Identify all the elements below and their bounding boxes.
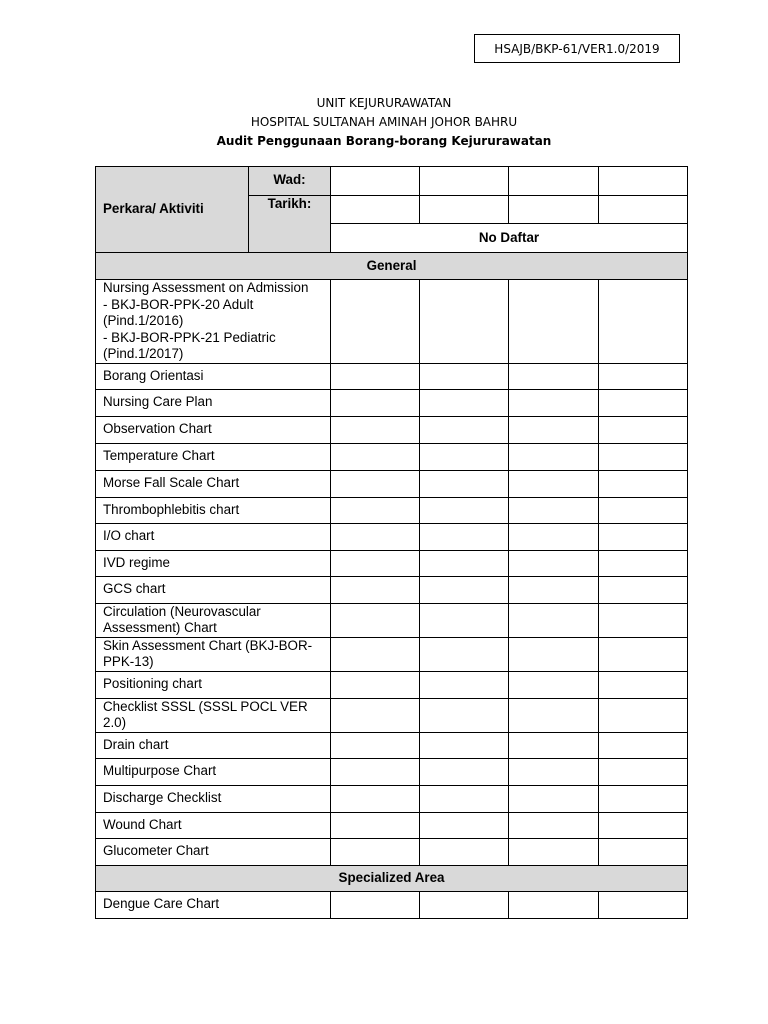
item-label	[96, 280, 331, 364]
audit-entry-cell[interactable]	[599, 812, 688, 838]
no-daftar-header: No Daftar	[331, 224, 688, 253]
table-row	[96, 698, 688, 732]
audit-entry-cell[interactable]	[420, 443, 509, 470]
item-label-line: Observation Chart	[103, 421, 212, 437]
audit-entry-cell[interactable]	[420, 389, 509, 416]
audit-entry-cell[interactable]	[509, 698, 599, 732]
audit-entry-cell[interactable]	[420, 698, 509, 732]
item-label	[96, 812, 331, 838]
audit-entry-cell[interactable]	[599, 838, 688, 865]
audit-entry-cell[interactable]	[599, 363, 688, 389]
item-label-line: Checklist SSSL (SSSL POCL VER	[103, 698, 308, 714]
audit-entry-cell[interactable]	[599, 416, 688, 443]
item-label-line: Multipurpose Chart	[103, 763, 217, 779]
hospital-name: HOSPITAL SULTANAH AMINAH JOHOR BAHRU	[250, 115, 518, 129]
audit-entry-cell[interactable]	[509, 785, 599, 812]
wad-input-cell[interactable]	[599, 167, 688, 196]
wad-label: Wad:	[249, 167, 331, 196]
audit-entry-cell[interactable]	[599, 603, 688, 637]
audit-entry-cell[interactable]	[599, 470, 688, 497]
table-row	[96, 838, 688, 865]
tarikh-label: Tarikh:	[249, 196, 331, 253]
item-label	[96, 470, 331, 497]
item-label-line: - BKJ-BOR-PPK-21 Pediatric	[103, 329, 276, 345]
item-label-line: Skin Assessment Chart (BKJ-BOR-	[103, 637, 313, 653]
item-label	[96, 497, 331, 523]
audit-entry-cell[interactable]	[599, 550, 688, 576]
table-row	[96, 732, 688, 758]
audit-entry-cell[interactable]	[420, 637, 509, 671]
audit-entry-cell[interactable]	[599, 891, 688, 918]
section-specialized-area: Specialized Area	[96, 865, 688, 891]
wad-input-cell[interactable]	[420, 167, 509, 196]
audit-entry-cell[interactable]	[331, 389, 420, 416]
audit-table	[95, 166, 688, 919]
item-label	[96, 523, 331, 550]
audit-entry-cell[interactable]	[331, 416, 420, 443]
audit-entry-cell[interactable]	[331, 470, 420, 497]
audit-entry-cell[interactable]	[599, 389, 688, 416]
item-label-line: 2.0)	[103, 715, 127, 730]
audit-entry-cell[interactable]	[509, 671, 599, 698]
audit-entry-cell[interactable]	[420, 363, 509, 389]
audit-entry-cell[interactable]	[331, 443, 420, 470]
audit-entry-cell[interactable]	[331, 812, 420, 838]
audit-entry-cell[interactable]	[509, 550, 599, 576]
audit-entry-cell[interactable]	[420, 550, 509, 576]
audit-entry-cell[interactable]	[331, 550, 420, 576]
audit-entry-cell[interactable]	[509, 891, 599, 918]
item-label-line: Borang Orientasi	[103, 367, 204, 383]
item-label-line: Nursing Care Plan	[103, 394, 213, 410]
audit-entry-cell[interactable]	[331, 497, 420, 523]
tarikh-input-cell[interactable]	[599, 196, 688, 224]
table-row	[96, 891, 688, 918]
item-label-line: Positioning chart	[103, 676, 202, 692]
audit-entry-cell[interactable]	[599, 497, 688, 523]
tarikh-input-cell[interactable]	[509, 196, 599, 224]
table-row	[96, 637, 688, 671]
item-label	[96, 550, 331, 576]
wad-input-cell[interactable]	[331, 167, 420, 196]
item-label-line: Discharge Checklist	[103, 790, 222, 806]
audit-entry-cell[interactable]	[509, 416, 599, 443]
audit-entry-cell[interactable]	[509, 812, 599, 838]
audit-entry-cell[interactable]	[420, 838, 509, 865]
item-label	[96, 416, 331, 443]
item-label	[96, 603, 331, 637]
table-row	[96, 523, 688, 550]
item-label	[96, 732, 331, 758]
table-row	[96, 671, 688, 698]
item-label-line: IVD regime	[103, 554, 170, 570]
item-label	[96, 758, 331, 785]
item-label-line: Circulation (Neurovascular	[103, 603, 261, 619]
audit-entry-cell[interactable]	[509, 576, 599, 603]
audit-entry-cell[interactable]	[509, 363, 599, 389]
tarikh-input-cell[interactable]	[331, 196, 420, 224]
audit-entry-cell[interactable]	[509, 280, 599, 364]
audit-entry-cell[interactable]	[420, 416, 509, 443]
item-label-line: Thrombophlebitis chart	[103, 501, 240, 517]
audit-entry-cell[interactable]	[331, 603, 420, 637]
audit-entry-cell[interactable]	[331, 785, 420, 812]
audit-entry-cell[interactable]	[599, 523, 688, 550]
audit-entry-cell[interactable]	[331, 576, 420, 603]
table-row	[96, 785, 688, 812]
audit-entry-cell[interactable]	[331, 732, 420, 758]
audit-entry-cell[interactable]	[509, 603, 599, 637]
audit-entry-cell[interactable]	[599, 732, 688, 758]
audit-entry-cell[interactable]	[420, 671, 509, 698]
audit-entry-cell[interactable]	[509, 758, 599, 785]
wad-input-cell[interactable]	[509, 167, 599, 196]
table-row	[96, 363, 688, 389]
table-row	[96, 603, 688, 637]
item-label-line: Glucometer Chart	[103, 843, 209, 859]
item-label-line: GCS chart	[103, 581, 166, 597]
item-label	[96, 891, 331, 918]
item-label	[96, 637, 331, 671]
tarikh-input-cell[interactable]	[420, 196, 509, 224]
audit-entry-cell[interactable]	[331, 523, 420, 550]
audit-entry-cell[interactable]	[509, 470, 599, 497]
item-label-line: - BKJ-BOR-PPK-20 Adult	[103, 296, 254, 312]
audit-entry-cell[interactable]	[331, 698, 420, 732]
item-label-line: Wound Chart	[103, 816, 182, 832]
audit-entry-cell[interactable]	[420, 280, 509, 364]
table-row	[96, 389, 688, 416]
item-label	[96, 698, 331, 732]
item-label-line: I/O chart	[103, 528, 155, 544]
audit-entry-cell[interactable]	[509, 443, 599, 470]
audit-entry-cell[interactable]	[420, 891, 509, 918]
item-label	[96, 671, 331, 698]
audit-entry-cell[interactable]	[420, 470, 509, 497]
item-label-line: PPK-13)	[103, 654, 154, 669]
audit-entry-cell[interactable]	[331, 280, 420, 364]
audit-entry-cell[interactable]	[420, 732, 509, 758]
table-row	[96, 280, 688, 364]
audit-entry-cell[interactable]	[599, 443, 688, 470]
audit-entry-cell[interactable]	[599, 698, 688, 732]
item-label	[96, 389, 331, 416]
item-label-line: Drain chart	[103, 736, 169, 752]
document-code: HSAJB/BKP-61/VER1.0/2019	[474, 34, 680, 63]
form-title: Audit Penggunaan Borang-borang Kejururawatan	[216, 134, 552, 148]
audit-entry-cell[interactable]	[420, 576, 509, 603]
item-label	[96, 443, 331, 470]
item-label-line: Morse Fall Scale Chart	[103, 475, 240, 491]
item-label-line: (Pind.1/2017)	[103, 346, 184, 361]
audit-entry-cell[interactable]	[420, 758, 509, 785]
table-row	[96, 550, 688, 576]
item-label	[96, 838, 331, 865]
table-row	[96, 758, 688, 785]
audit-entry-cell[interactable]	[420, 497, 509, 523]
audit-entry-cell[interactable]	[599, 785, 688, 812]
table-row	[96, 416, 688, 443]
audit-entry-cell[interactable]	[331, 838, 420, 865]
audit-entry-cell[interactable]	[599, 671, 688, 698]
item-label	[96, 363, 331, 389]
audit-entry-cell[interactable]	[331, 637, 420, 671]
audit-entry-cell[interactable]	[509, 389, 599, 416]
unit-title: UNIT KEJURURAWATAN	[316, 96, 452, 110]
table-row	[96, 497, 688, 523]
item-label-line: Temperature Chart	[103, 448, 215, 464]
audit-entry-cell[interactable]	[599, 280, 688, 364]
audit-entry-cell[interactable]	[599, 758, 688, 785]
audit-entry-cell[interactable]	[599, 576, 688, 603]
audit-entry-cell[interactable]	[420, 812, 509, 838]
audit-entry-cell[interactable]	[599, 637, 688, 671]
audit-entry-cell[interactable]	[420, 523, 509, 550]
audit-entry-cell[interactable]	[509, 497, 599, 523]
item-label	[96, 576, 331, 603]
table-row	[96, 812, 688, 838]
audit-entry-cell[interactable]	[509, 523, 599, 550]
audit-entry-cell[interactable]	[331, 671, 420, 698]
audit-entry-cell[interactable]	[420, 785, 509, 812]
audit-entry-cell[interactable]	[331, 363, 420, 389]
audit-entry-cell[interactable]	[509, 637, 599, 671]
item-label-line: (Pind.1/2016)	[103, 313, 184, 328]
perkara-aktiviti-header: Perkara/ Aktiviti	[96, 167, 249, 253]
item-label	[96, 785, 331, 812]
audit-entry-cell[interactable]	[331, 758, 420, 785]
table-row	[96, 470, 688, 497]
audit-entry-cell[interactable]	[420, 603, 509, 637]
item-label-line: Nursing Assessment on Admission	[103, 280, 309, 295]
item-label-line: Assessment) Chart	[103, 620, 217, 635]
item-label-line: Dengue Care Chart	[103, 896, 220, 912]
audit-entry-cell[interactable]	[509, 732, 599, 758]
audit-entry-cell[interactable]	[331, 891, 420, 918]
section-general: General	[96, 253, 688, 280]
table-row	[96, 576, 688, 603]
table-row	[96, 443, 688, 470]
audit-entry-cell[interactable]	[509, 838, 599, 865]
